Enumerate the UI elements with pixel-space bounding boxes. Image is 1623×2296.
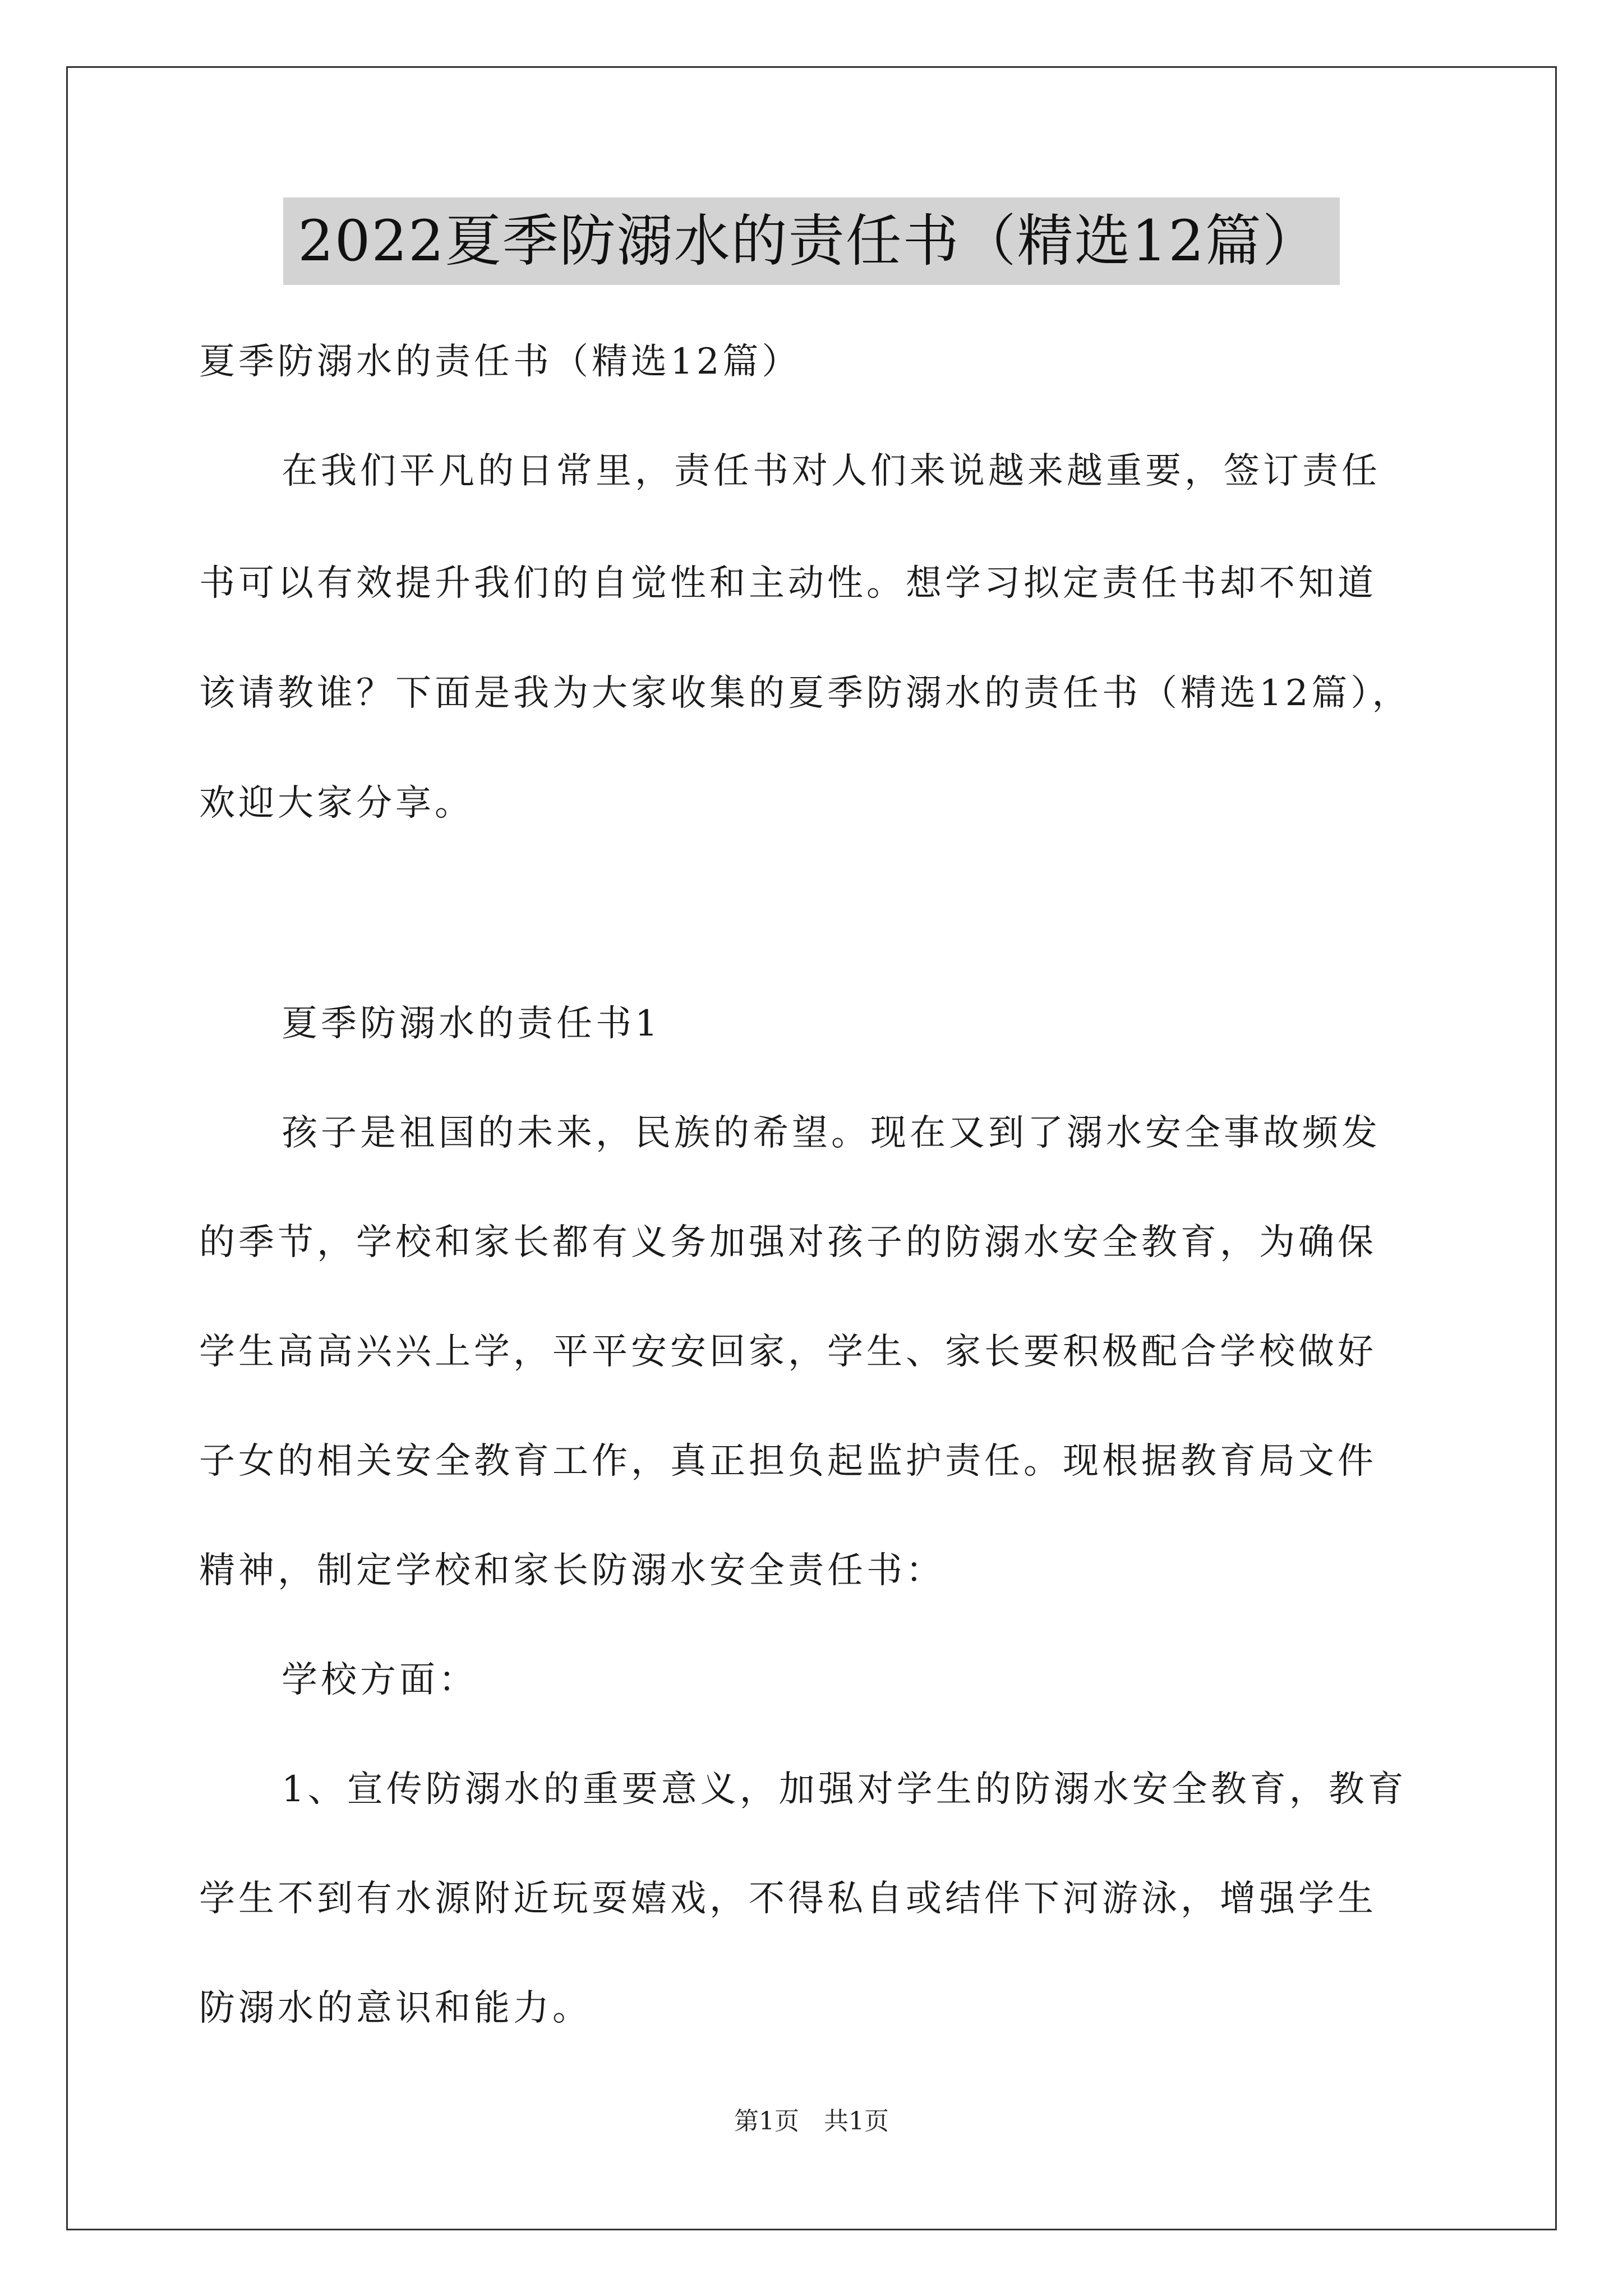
intro-paragraph-line-1: 在我们平凡的日常里，责任书对人们来说越来越重要，签订责任: [282, 450, 1381, 492]
intro-paragraph-line-2: 书可以有效提升我们的自觉性和主动性。想学习拟定责任书却不知道: [199, 563, 1377, 604]
body-paragraph-line-4: 子女的相关安全教育工作，真正担负起监护责任。现根据教育局文件: [199, 1441, 1377, 1482]
intro-paragraph-line-3: 该请教谁？下面是我为大家收集的夏季防溺水的责任书（精选12篇），: [199, 673, 1412, 714]
item-1-line-1: 1、宣传防溺水的重要意义，加强对学生的防溺水安全教育，教育: [282, 1769, 1407, 1810]
item-1-line-3: 防溺水的意识和能力。: [199, 1987, 592, 2029]
document-title: 2022夏季防溺水的责任书（精选12篇）: [283, 197, 1340, 285]
intro-paragraph-line-4: 欢迎大家分享。: [199, 783, 474, 824]
body-paragraph-line-3: 学生高高兴兴上学，平平安安回家，学生、家长要积极配合学校做好: [199, 1331, 1377, 1373]
item-1-line-2: 学生不到有水源附近玩耍嬉戏，不得私自或结伴下河游泳，增强学生: [199, 1878, 1377, 1920]
section-heading: 夏季防溺水的责任书1: [282, 1003, 661, 1045]
subtitle-line: 夏季防溺水的责任书（精选12篇）: [199, 341, 801, 383]
body-paragraph-line-2: 的季节，学校和家长都有义务加强对孩子的防溺水安全教育，为确保: [199, 1222, 1377, 1263]
page-number-footer: 第1页 共1页: [734, 2107, 889, 2136]
body-paragraph-line-1: 孩子是祖国的未来，民族的希望。现在又到了溺水安全事故频发: [282, 1112, 1381, 1154]
body-paragraph-line-5: 精神，制定学校和家长防溺水安全责任书：: [199, 1550, 945, 1591]
title-container: [0, 197, 1623, 285]
school-heading: 学校方面：: [282, 1659, 478, 1701]
